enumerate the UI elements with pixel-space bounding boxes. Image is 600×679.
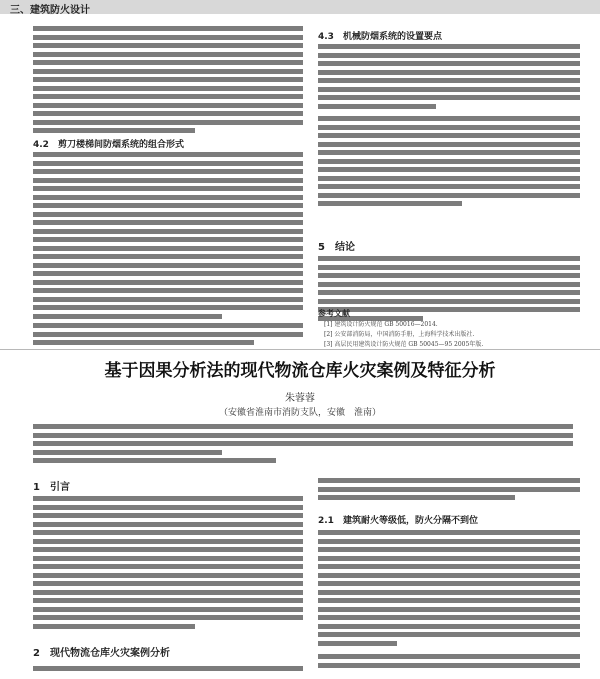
reference-1: [1] 建筑设计防火规范 GB 50016—2014. <box>324 321 438 328</box>
section-4-3-heading: 4.3 机械防烟系统的设置要点 <box>318 32 442 42</box>
text-line <box>318 256 580 261</box>
text-line <box>33 86 303 91</box>
text-line <box>33 220 303 225</box>
text-line <box>318 530 580 535</box>
text-line <box>33 77 303 82</box>
text-line <box>318 78 580 83</box>
text-line <box>318 290 580 295</box>
text-line <box>33 332 303 337</box>
text-line <box>318 654 580 659</box>
text-line <box>318 539 580 544</box>
text-line <box>33 120 303 125</box>
text-line <box>318 495 515 500</box>
text-line <box>33 581 303 586</box>
text-line <box>318 663 580 668</box>
text-line <box>33 530 303 535</box>
text-line <box>33 152 303 157</box>
text-line <box>33 169 303 174</box>
text-line <box>33 505 303 510</box>
article-divider <box>0 349 600 350</box>
text-line <box>33 271 303 276</box>
text-line <box>318 564 580 569</box>
text-line <box>33 573 303 578</box>
text-line <box>318 125 580 130</box>
text-line <box>33 615 303 620</box>
text-line <box>318 478 580 483</box>
text-line <box>33 496 303 501</box>
text-line <box>33 161 303 166</box>
text-line <box>33 111 303 116</box>
references-heading: 参考文献 <box>318 309 350 318</box>
text-line <box>318 487 580 492</box>
text-line <box>33 340 254 345</box>
text-block <box>33 152 303 322</box>
text-line <box>318 273 580 278</box>
text-line <box>318 116 580 121</box>
text-line <box>33 52 303 57</box>
text-block <box>33 323 303 349</box>
text-line <box>33 280 303 285</box>
text-line <box>318 70 580 75</box>
text-line <box>318 201 462 206</box>
text-line <box>318 61 580 66</box>
text-line <box>33 522 303 527</box>
text-block <box>318 530 580 649</box>
text-block <box>318 654 580 671</box>
text-line <box>318 44 580 49</box>
text-block <box>318 44 580 112</box>
text-line <box>318 133 580 138</box>
text-line <box>33 598 303 603</box>
text-line <box>318 87 580 92</box>
text-line <box>33 564 303 569</box>
text-line <box>33 666 303 671</box>
text-line <box>33 246 303 251</box>
text-line <box>318 95 580 100</box>
section-4-2-heading: 4.2 剪刀楼梯间防烟系统的组合形式 <box>33 140 184 150</box>
article-affiliation: （安徽省淮南市消防支队，安徽 淮南） <box>218 408 381 418</box>
text-line <box>33 178 303 183</box>
section-2-heading: 2 现代物流仓库火灾案例分析 <box>33 648 170 659</box>
text-line <box>33 513 303 518</box>
text-line <box>33 539 303 544</box>
text-line <box>318 307 580 312</box>
text-line <box>318 53 580 58</box>
text-line <box>33 297 303 302</box>
section-2-1-heading: 2.1 建筑耐火等级低，防火分隔不到位 <box>318 516 478 526</box>
text-line <box>33 60 303 65</box>
text-line <box>318 556 580 561</box>
text-line <box>318 150 580 155</box>
text-line <box>33 288 303 293</box>
text-line <box>33 229 303 234</box>
article-title: 基于因果分析法的现代物流仓库火灾案例及特征分析 <box>104 361 496 381</box>
text-line <box>33 607 303 612</box>
text-line <box>318 167 580 172</box>
article-author: 朱蓉蓉 <box>285 393 315 404</box>
text-line <box>318 142 580 147</box>
text-line <box>318 176 580 181</box>
text-line <box>318 624 580 629</box>
text-line <box>33 26 303 31</box>
text-line <box>318 159 580 164</box>
text-line <box>33 433 573 438</box>
text-line <box>33 237 303 242</box>
text-block <box>318 256 580 324</box>
text-line <box>318 632 580 637</box>
section-header: 三、建筑防火设计 <box>10 5 90 16</box>
text-line <box>33 94 303 99</box>
text-line <box>33 624 195 629</box>
reference-3: [3] 高层民用建筑设计防火规范 GB 50045—95 2005年版. <box>324 341 484 348</box>
text-block <box>33 26 303 137</box>
text-line <box>33 556 303 561</box>
text-line <box>33 69 303 74</box>
text-line <box>33 203 303 208</box>
text-line <box>33 314 222 319</box>
text-line <box>33 263 303 268</box>
text-line <box>318 590 580 595</box>
text-block <box>33 666 303 675</box>
text-line <box>33 212 303 217</box>
text-line <box>33 450 222 455</box>
text-line <box>318 104 436 109</box>
text-line <box>318 547 580 552</box>
text-line <box>33 424 573 429</box>
text-line <box>318 184 580 189</box>
text-line <box>318 282 580 287</box>
text-block <box>33 496 303 632</box>
section-1-heading: 1 引言 <box>33 482 70 493</box>
text-line <box>33 103 303 108</box>
text-line <box>33 547 303 552</box>
text-block <box>318 116 580 210</box>
text-line <box>33 441 573 446</box>
text-line <box>318 265 580 270</box>
text-line <box>318 581 580 586</box>
text-line <box>33 305 303 310</box>
header-bar <box>0 0 600 14</box>
text-line <box>318 299 580 304</box>
text-line <box>318 193 580 198</box>
abstract-block <box>33 424 573 458</box>
text-line <box>33 186 303 191</box>
text-line <box>33 43 303 48</box>
text-line <box>33 195 303 200</box>
text-line <box>318 598 580 603</box>
text-line <box>33 458 276 463</box>
text-line <box>33 590 303 595</box>
text-line <box>33 128 195 133</box>
section-5-heading: 5 结论 <box>318 242 355 253</box>
text-line <box>33 254 303 259</box>
text-line <box>318 607 580 612</box>
text-line <box>33 323 303 328</box>
text-line <box>33 35 303 40</box>
text-line <box>318 641 397 646</box>
text-line <box>318 615 580 620</box>
text-line <box>318 573 580 578</box>
text-block <box>318 478 580 504</box>
reference-2: [2] 公安部消防局，中国消防手册，上海科学技术出版社. <box>324 331 475 338</box>
keywords-line <box>33 458 573 467</box>
